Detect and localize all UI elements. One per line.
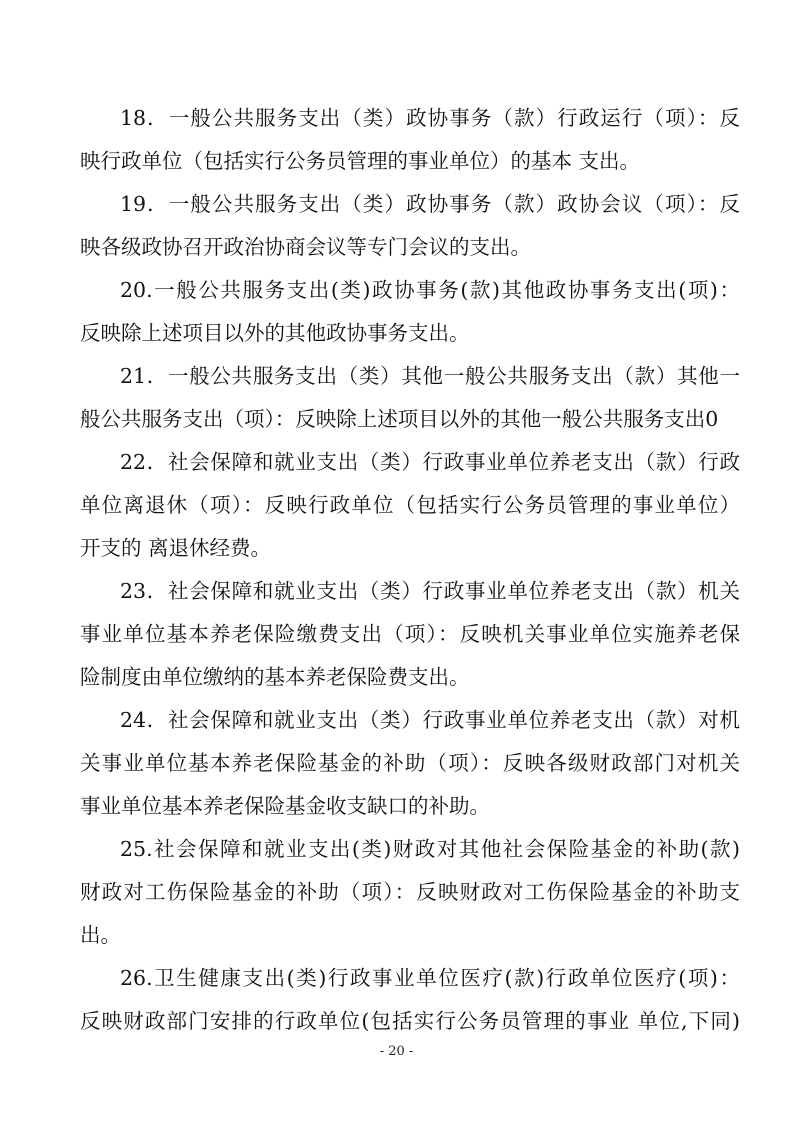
- paragraph-25-line-1: 25.社会保障和就业支出(类)财政对其他社会保险基金的补助(款): [120, 837, 740, 861]
- paragraph-22-line-3: 开支的 离退休经费。: [80, 536, 272, 560]
- paragraph-24-line-3: 事业单位基本养老保险基金收支缺口的补助。: [80, 794, 490, 818]
- paragraph-26-line-2: 反映财政部门安排的行政单位(包括实行公务员管理的事业 单位,下同): [80, 1009, 740, 1033]
- paragraph-18-line-2: 映行政单位（包括实行公务员管理的事业单位）的基本 支出。: [80, 149, 641, 173]
- paragraph-19-line-1: 19．一般公共服务支出（类）政协事务（款）政协会议（项）：反: [120, 192, 740, 216]
- paragraph-24-line-1: 24．社会保障和就业支出（类）行政事业单位养老支出（款）对机: [120, 708, 740, 732]
- paragraph-23-line-3: 险制度由单位缴纳的基本养老保险费支出。: [80, 665, 470, 689]
- paragraph-20-line-2: 反映除上述项目以外的其他政协事务支出。: [80, 321, 470, 345]
- paragraph-25-line-2: 财政对工伤保险基金的补助（项）：反映财政对工伤保险基金的补助支: [80, 880, 740, 904]
- paragraph-21-line-2: 般公共服务支出（项）：反映除上述项目以外的其他一般公共服务支出0: [80, 407, 719, 431]
- paragraph-19-line-2: 映各级政协召开政治协商会议等专门会议的支出。: [80, 235, 531, 259]
- paragraph-26-line-1: 26.卫生健康支出(类)行政事业单位医疗(款)行政单位医疗(项)：: [120, 966, 740, 990]
- page-number: - 20 -: [379, 1044, 414, 1059]
- paragraph-18-line-1: 18．一般公共服务支出（类）政协事务（款）行政运行（项）：反: [120, 106, 740, 130]
- paragraph-25-line-3: 出。: [80, 923, 121, 947]
- paragraph-20-line-1: 20.一般公共服务支出(类)政协事务(款)其他政协事务支出(项)：: [120, 278, 740, 302]
- paragraph-23-line-1: 23．社会保障和就业支出（类）行政事业单位养老支出（款）机关: [120, 579, 740, 603]
- paragraph-24-line-2: 关事业单位基本养老保险基金的补助（项）：反映各级财政部门对机关: [80, 751, 740, 775]
- paragraph-22-line-1: 22．社会保障和就业支出（类）行政事业单位养老支出（款）行政: [120, 450, 740, 474]
- paragraph-21-line-1: 21．一般公共服务支出（类）其他一般公共服务支出（款）其他一: [120, 364, 740, 388]
- paragraph-22-line-2: 单位离退休（项）：反映行政单位（包括实行公务员管理的事业单位）: [80, 493, 740, 517]
- paragraph-23-line-2: 事业单位基本养老保险缴费支出（项）：反映机关事业单位实施养老保: [80, 622, 740, 646]
